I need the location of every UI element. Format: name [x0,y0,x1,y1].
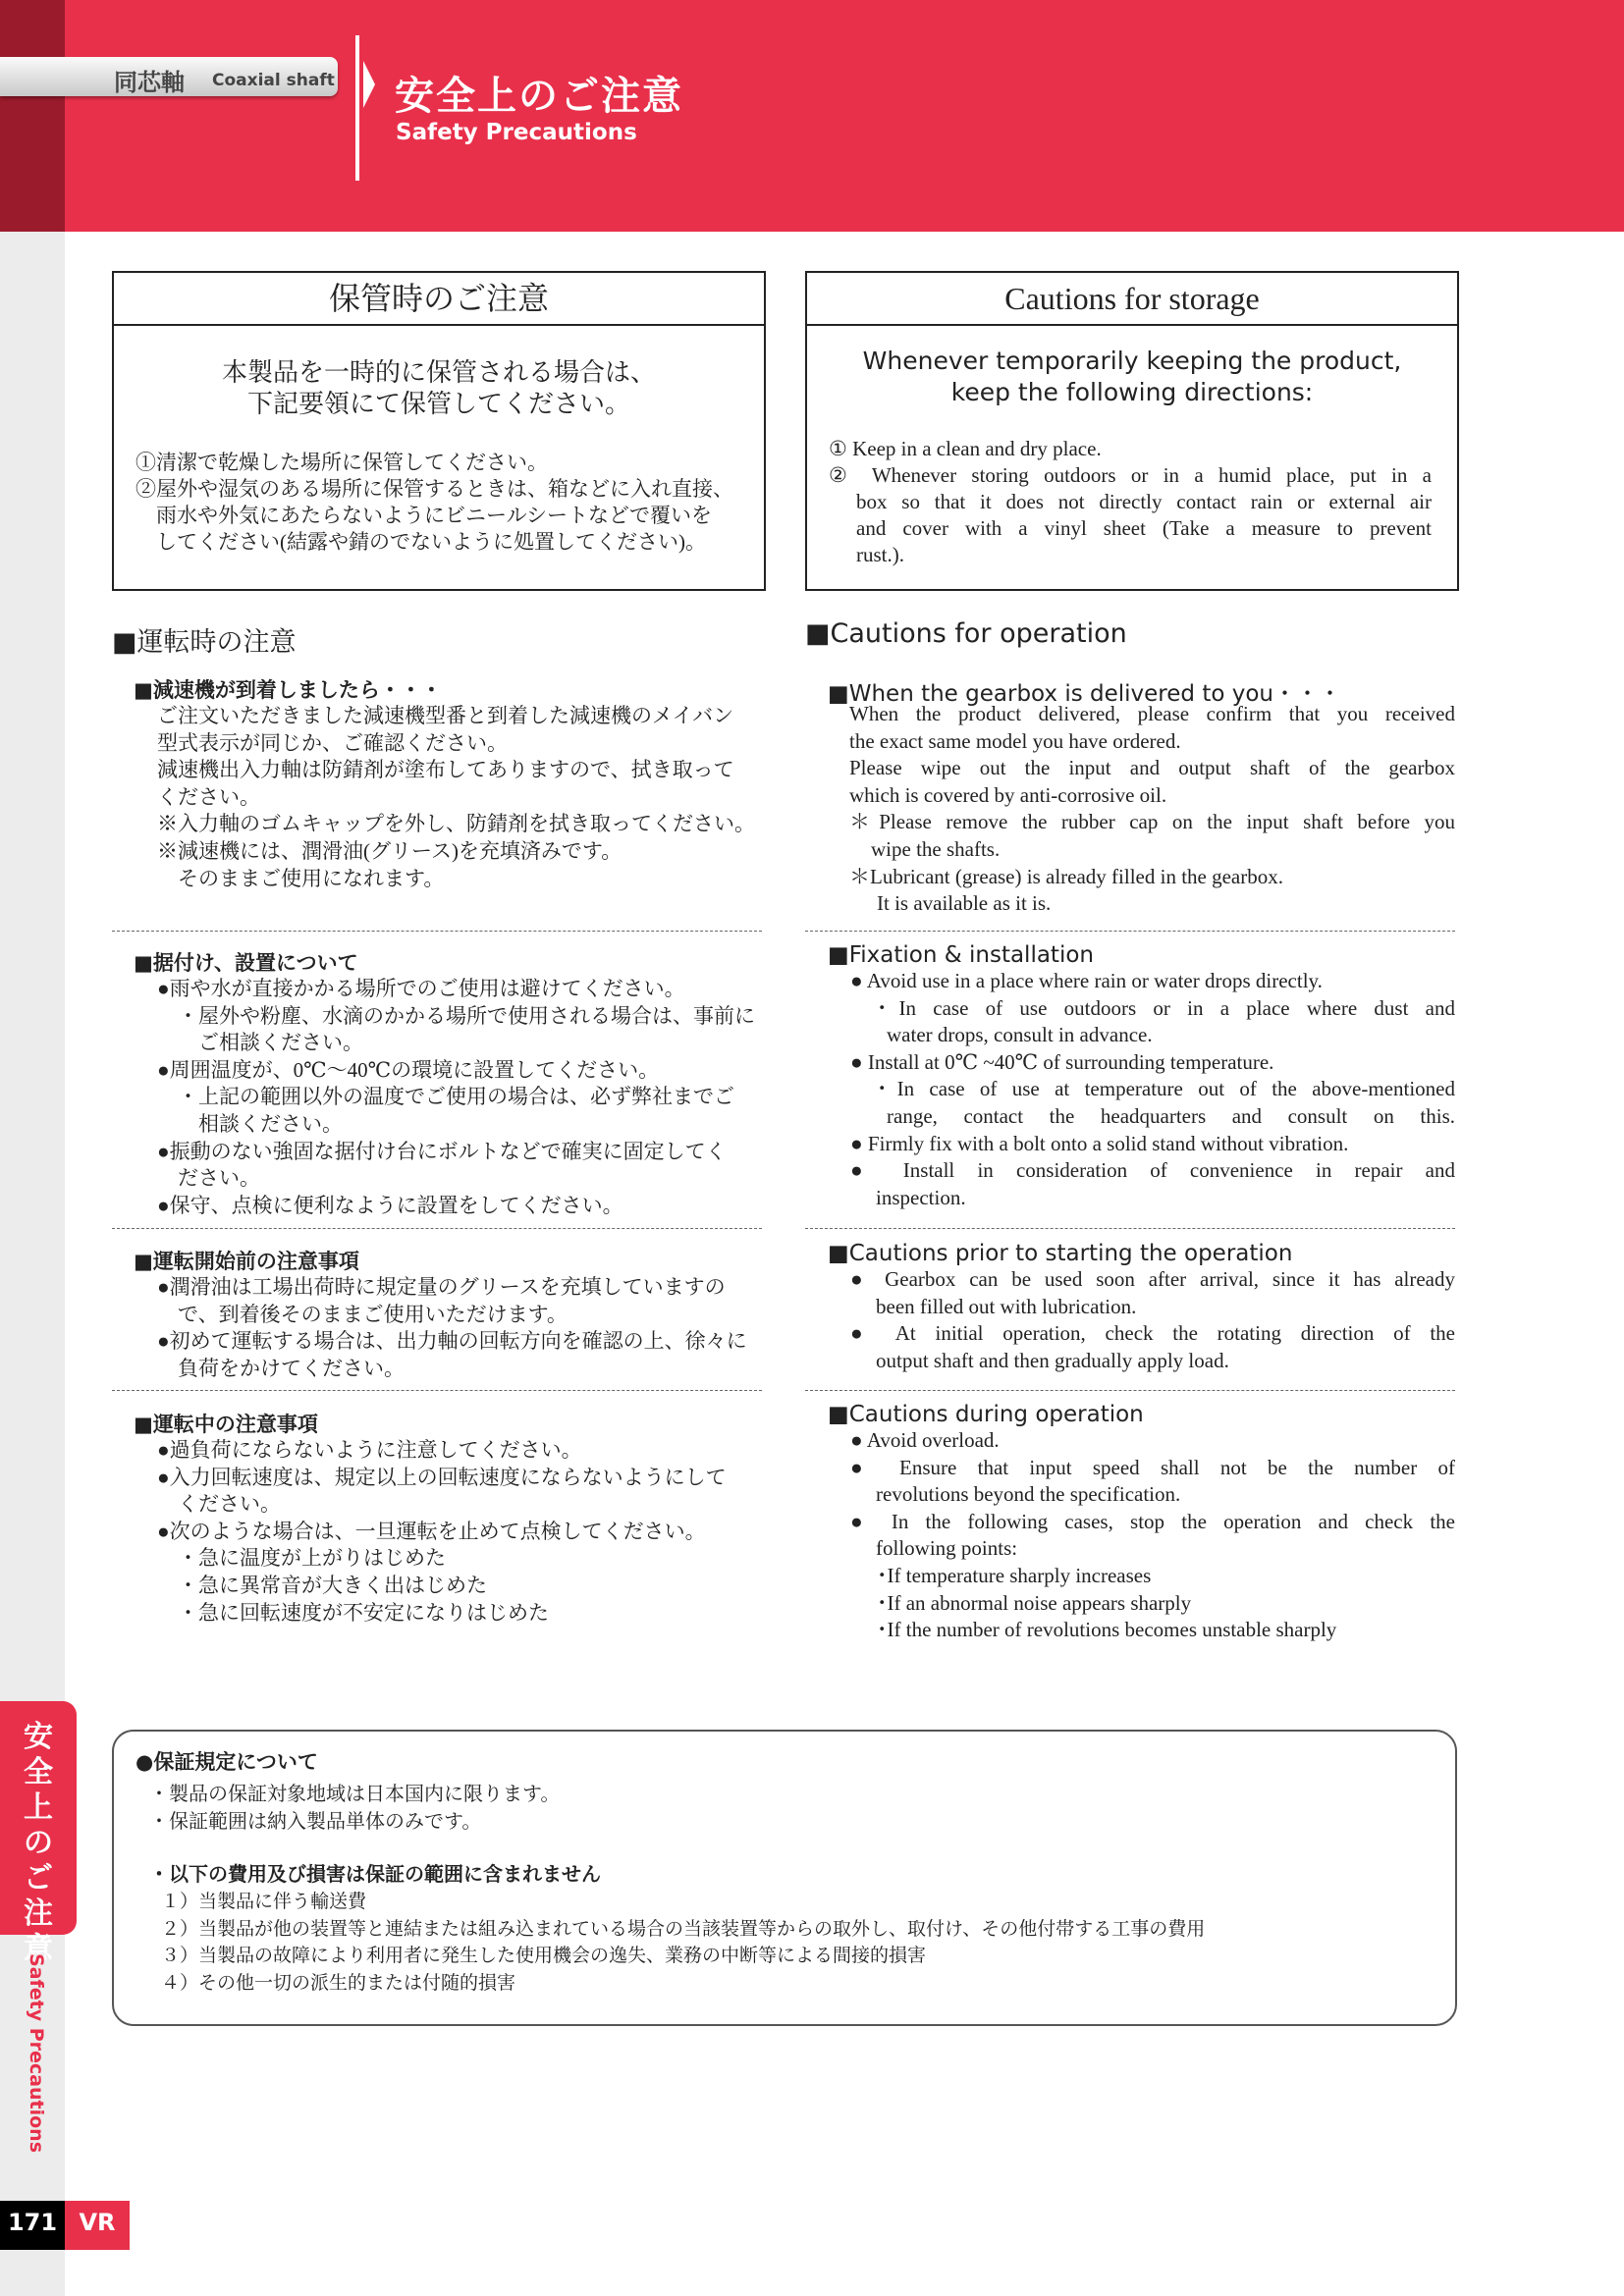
subsection-title-ja: ■据付け、設置について [134,951,358,975]
body-line-ja: ・屋外や粉塵、水滴のかかる場所で使用される場合は、事前に [157,1003,755,1028]
body-line-en: ● Firmly fix with a bolt onto a solid stand without vibration. [850,1131,1349,1155]
warranty-exclusion: ４）その他一切の派生的または付随的損害 [161,1972,516,1994]
page-number: 171 [7,2209,58,2236]
body-line-ja: ※入力軸のゴムキャップを外し、防錆剤を拭き取ってください。 [157,812,755,836]
body-line-ja: ・急に回転速度が不安定になりはじめた [157,1600,549,1625]
page-title-ja: 安全上のご注意 [395,74,683,119]
page-header-band [65,0,1624,232]
body-line-ja: ご相談ください。 [157,1031,363,1055]
body-line-en: Please wipe out the input and output shaft of the gearbox [849,756,1455,780]
subsection-title-en: ■Fixation & installation [828,942,1094,968]
body-line-en: ● In the following cases, stop the operation and check the [850,1509,1455,1533]
body-line-en: output shaft and then gradually apply load. [876,1348,1229,1372]
body-line-en: When the product delivered, please confirm that you received [849,702,1455,725]
subsection-title-en: ■Cautions during operation [828,1402,1144,1427]
body-line-ja: ●保守、点検に便利なように設置をしてください。 [157,1193,623,1217]
category-label-ja: 同芯軸 [114,69,185,96]
body-line-en: water drops, consult in advance. [887,1023,1153,1047]
section-divider [805,1390,1455,1391]
body-line-en: wipe the shafts. [871,837,1001,861]
body-line-en: been filled out with lubrication. [876,1294,1137,1318]
storage-lead-en-2: keep the following directions: [950,378,1314,406]
body-line-ja: ●雨や水が直接かかる場所でのご使用は避けてください。 [157,977,685,1000]
body-line-en: the exact same model you have ordered. [849,728,1181,753]
header-divider [355,35,359,181]
subsection-title-ja: ■運転開始前の注意事項 [134,1250,359,1273]
body-line-ja: 減速機出入力軸は防錆剤が塗布してありますので、拭き取って [157,758,734,782]
page-title-en: Safety Precautions [396,120,637,145]
subsection-title-ja: ■減速機が到着しましたら・・・ [134,678,442,702]
subsection-title-ja: ■運転中の注意事項 [134,1413,318,1436]
body-line-en: ● Avoid use in a place where rain or water drops directly. [850,969,1323,992]
body-line-en: ＊Please remove the rubber cap on the input shaft before you [849,810,1455,834]
storage-item-en-2: rust.). [856,543,904,566]
body-line-ja: ださい。 [157,1166,260,1191]
warranty-exclusion: １）当製品に伴う輸送費 [161,1891,367,1912]
body-line-ja: ・急に温度が上がりはじめた [157,1546,446,1571]
section-divider [805,931,1455,932]
warranty-line: ・製品の保証対象地域は日本国内に限ります。 [149,1782,561,1805]
body-line-ja: ・上記の範囲以外の温度でご使用の場合は、必ず弊社までご [157,1085,734,1109]
body-line-ja: ●過負荷にならないように注意してください。 [157,1438,582,1462]
storage-box-ja-title: 保管時のご注意 [114,273,764,326]
body-line-ja: ●次のような場合は、一旦運転を止めて点検してください。 [157,1519,706,1543]
body-line-en: range, contact the headquarters and consult on this. [887,1104,1455,1128]
body-line-ja: ください。 [157,1492,281,1517]
storage-item-ja: ①清潔で乾燥した場所に保管してください。 [135,451,548,474]
section-divider [112,931,762,932]
body-line-en: ● At initial operation, check the rotating direction of the [850,1321,1455,1346]
section-divider [805,1228,1455,1229]
section-divider [112,1390,762,1391]
body-line-ja: ※減速機には、潤滑油(グリース)を充填済みです。 [157,839,623,863]
subsection-title-en: ■Cautions prior to starting the operation [828,1241,1293,1266]
warranty-title: ●保証規定について [135,1750,318,1774]
body-line-en: ● Avoid overload. [850,1428,1000,1452]
body-line-ja: そのままご使用になれます。 [157,866,445,890]
header-left-block [0,0,65,232]
body-line-en: inspection. [876,1185,966,1209]
body-line-en: following points: [876,1536,1018,1561]
body-line-en: ＊Lubricant (grease) is already filled in the gearbox. [849,864,1283,888]
chevron-right-icon [363,61,375,108]
body-line-ja: 相談ください。 [157,1112,343,1136]
body-line-en: ● Gearbox can be used soon after arrival, since it has already [850,1267,1455,1291]
body-line-en: ● Install in consideration of convenience in repair and [850,1158,1455,1183]
warranty-line: ・保証範囲は納入製品単体のみです。 [149,1809,482,1833]
warranty-exclusion: ３）当製品の故障により利用者に発生した使用機会の逸失、業務の中断等による間接的損害 [161,1945,927,1966]
body-line-ja: ●振動のない強固な据付け台にボルトなどで確実に固定してく [157,1139,727,1163]
section-divider [112,1228,762,1229]
storage-lead-ja-1: 本製品を一時的に保管される場合は、 [221,358,656,388]
body-line-ja: ●初めて運転する場合は、出力軸の回転方向を確認の上、徐々に [157,1329,747,1354]
body-line-ja: ●潤滑油は工場出荷時に規定量のグリースを充填していますの [157,1275,726,1299]
warranty-box [112,1730,1457,2026]
operation-heading-ja: ■運転時の注意 [112,627,297,658]
body-line-en: ･In case of use outdoors or in a place where dust and [877,995,1455,1020]
storage-item-ja: 雨水や外気にあたらないようにビニールシートなどで覆いを [135,504,713,527]
storage-item-en-1: ① Keep in a clean and dry place. [829,437,1102,460]
series-label: VR [79,2209,116,2236]
category-label-en: Coaxial shaft [212,71,335,90]
body-line-en: ･If temperature sharply increases [877,1564,1152,1587]
storage-item-en-2: and cover with a vinyl sheet (Take a measure to prevent [856,516,1432,540]
body-line-en: ･In case of use at temperature out of the above-mentioned [877,1077,1455,1101]
body-line-ja: ●周囲温度が、0℃～40℃の環境に設置してください。 [157,1057,660,1082]
storage-lead-ja-2: 下記要領にて保管してください。 [246,390,630,419]
storage-item-en-2: ② Whenever storing outdoors or in a humid place, put in a [829,463,1432,487]
body-line-ja: 負荷をかけてください。 [157,1356,405,1380]
warranty-exclusion-title: ・以下の費用及び損害は保証の範囲に含まれません [149,1862,601,1886]
body-line-ja: 型式表示が同じか、ご確認ください。 [157,730,508,755]
storage-box-en [805,271,1459,591]
body-line-en: which is covered by anti-corrosive oil. [849,782,1167,807]
body-line-ja: ください。 [157,784,260,809]
operation-heading-en: ■Cautions for operation [805,618,1127,649]
body-line-ja: ・急に異常音が大きく出はじめた [157,1574,487,1597]
body-line-ja: ご注文いただきました減速機型番と到着した減速機のメイバン [157,704,734,727]
body-line-ja: ●入力回転速度は、規定以上の回転速度にならないようにして [157,1465,727,1489]
body-line-en: ● Ensure that input speed shall not be the number of [850,1455,1455,1479]
warranty-exclusion: ２）当製品が他の装置等と連結または組み込まれている場合の当該装置等からの取外し、取付け、その他付帯する工事の費用 [161,1918,1206,1940]
body-line-en: revolutions beyond the specification. [876,1482,1181,1507]
storage-item-ja: してください(結露や錆のでないように処置してください)。 [135,530,706,554]
body-line-ja: で、到着後そのままご使用いただけます。 [157,1302,568,1326]
body-line-en: It is available as it is. [877,891,1052,916]
body-line-en: ･If an abnormal noise appears sharply [877,1590,1192,1615]
storage-lead-en-1: Whenever temporarily keeping the product, [862,347,1402,375]
side-tab-label-ja: 安 全 上 の ご 注 意 [24,1720,53,1966]
storage-item-ja: ②屋外や湿気のある場所に保管するときは、箱などに入れ直接、 [135,477,733,501]
body-line-en: ･If the number of revolutions becomes unstable sharply [877,1618,1337,1642]
subsection-title-en: ■When the gearbox is delivered to you・・・ [828,681,1341,707]
side-label-en: Safety Precautions [26,1953,47,2154]
storage-item-en-2: box so that it does not directly contact rain or external air [856,490,1432,513]
storage-box-ja [112,271,766,591]
body-line-en: ● Install at 0℃ ~40℃ of surrounding temperature. [850,1049,1274,1074]
storage-box-en-title: Cautions for storage [807,273,1457,326]
